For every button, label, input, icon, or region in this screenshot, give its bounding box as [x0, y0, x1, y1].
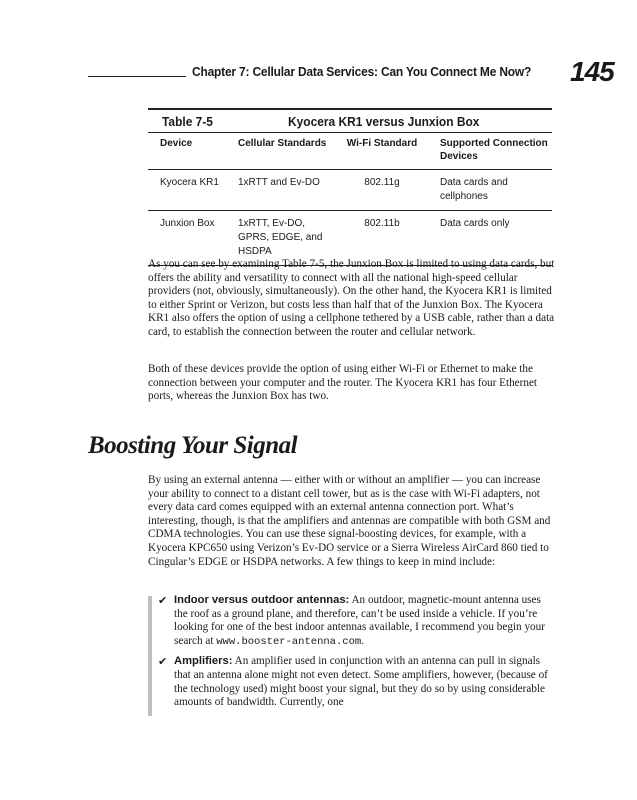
bullet-list-bar — [148, 596, 152, 716]
comparison-table — [148, 108, 552, 266]
table-cell: Kyocera KR1 — [148, 170, 236, 211]
checkmark-icon: ✔ — [158, 655, 168, 669]
table-header-row — [148, 133, 552, 170]
list-item — [158, 594, 556, 649]
column-header-device: Device — [148, 133, 236, 170]
table-cell: 1xRTT and Ev-DO — [236, 170, 336, 211]
bullet-lead: Amplifiers: — [174, 655, 233, 668]
bullet-lead: Indoor versus outdoor antennas: — [174, 594, 350, 606]
table-cell: 802.11g — [336, 170, 428, 211]
column-header-cellular: Cellular Standards — [236, 133, 336, 170]
body-paragraph: As you can see by examining Table 7-5, the Junxion Box is limited to using data cards, but offers the ability and versatility to connect with all the national high-speed cellular providers (not, obviously, simultaneously). On the other hand, the Kyocera KR1 is limited to either Sprint or Verizon, but costs less than half that of the Junxion Box. The Kyocera KR1 also offers the option of using a cellphone tethered by a USB cable, rather than a data card, to establish the connection between the router and cellular network. — [148, 258, 555, 338]
column-header-wifi: Wi-Fi Standard — [336, 133, 428, 170]
table-number: Table 7-5 — [162, 114, 213, 129]
table-cell: Junxion Box — [148, 211, 236, 266]
table-caption: Kyocera KR1 versus Junxion Box — [288, 114, 480, 129]
bullet-text: An amplifier used in conjunction with an antenna can pull in signals that an antenna alone might not even detect. Some amplifiers, however, (because of the technology used) might boost your signal, but they do so by using considerable amounts of bandwidth. Currently, one — [174, 655, 548, 709]
table-cell: Data cards and cellphones — [428, 170, 552, 211]
table-cell: 802.11b — [336, 211, 428, 266]
list-item — [158, 655, 556, 709]
body-paragraph: Both of these devices provide the option of using either Wi-Fi or Ethernet to make the connection between your computer and the router. The Kyocera KR1 has four Ethernet ports, whereas the Junxion Box has two. — [148, 363, 538, 403]
bullet-text: An outdoor, magnetic-mount antenna uses the roof as a ground plane, and therefore, can’t be used inside a vehicle. If you’re looking for one of the best indoor antennas available, I recommend you begin your search at — [174, 594, 545, 647]
checkmark-icon: ✔ — [158, 594, 168, 607]
chapter-title: Chapter 7: Cellular Data Services: Can You Connect Me Now? — [192, 64, 532, 79]
section-heading: Boosting Your Signal — [88, 432, 298, 459]
column-header-devices: Supported Connection Devices — [428, 133, 552, 170]
bullet-list — [158, 594, 556, 716]
running-header — [0, 56, 637, 96]
table-row — [148, 170, 552, 211]
table-cell: Data cards only — [428, 211, 552, 266]
table-grid — [148, 133, 552, 266]
table-title — [148, 110, 552, 133]
header-rule — [88, 76, 186, 77]
bullet-tail: . — [361, 634, 364, 647]
antenna-url-link[interactable]: www.booster-antenna.com — [216, 635, 362, 648]
body-paragraph: By using an external antenna — either with or without an amplifier — you can increase your ability to connect to a distant cell tower, but as is the case with Wi-Fi adapters, not every data card comes equipped with an external antenna connection port. What’s interesting, though, is that the amplifiers and antennas are compatible with both GSM and CDMA technologies. You can use these signal-boosting devices, for example, with a Kyocera KPC650 using Verizon’s Ev-DO service or a Sierra Wireless AirCard 860 tied to Cingular’s EDGE or HSDPA networks. A few things to keep in mind include: — [148, 474, 551, 568]
table-cell: 1xRTT, Ev-DO, GPRS, EDGE, and HSDPA — [236, 211, 336, 266]
page-number: 145 — [570, 56, 614, 87]
